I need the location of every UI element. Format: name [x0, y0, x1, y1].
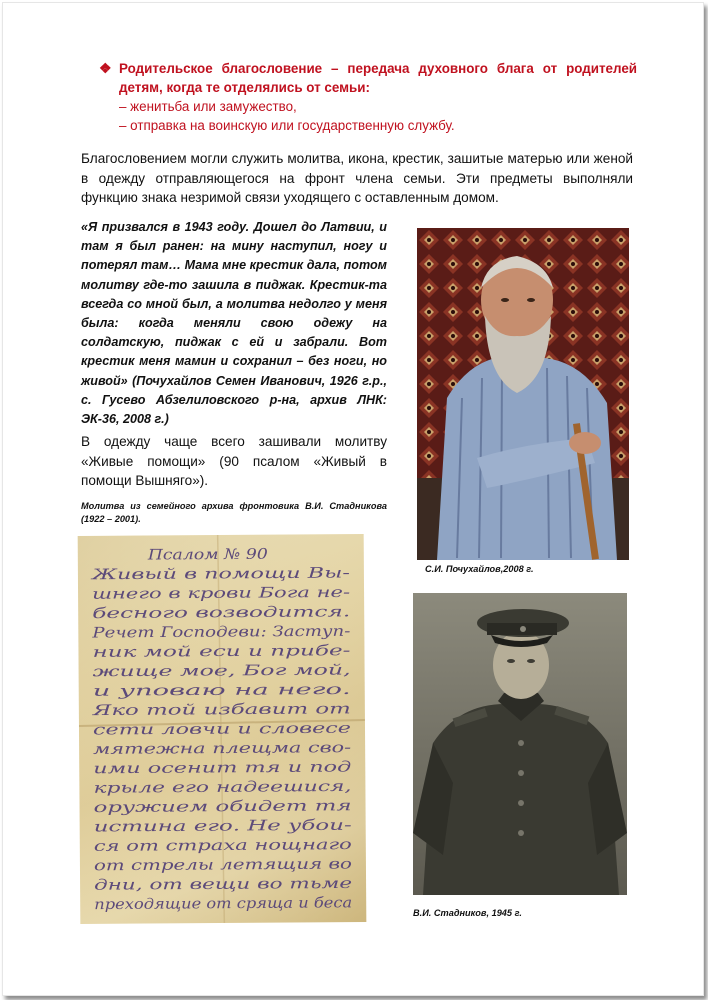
letter-line: ими осенит тя и под: [93, 760, 261, 778]
bullet-section: [99, 59, 637, 135]
letter-line: крыле его надеешися,: [93, 779, 265, 797]
letter-line: преходящие от сряща и беса: [94, 895, 325, 914]
veteran-quote: «Я призвался в 1943 году. Дошел до Латвии, и там я был ранен: на мину наступил, ногу и потерял там… Мама мне крестик дала, потом молитву где-то зашила в пиджак. Крестик-та всегда со мной был, а молитва недолго у меня была: когда меняли свою одежу на солдатскую, пиджак с ей и забрали. Вот крестик меня мамин и сохранил – без ноги, но живой» (Почухайлов Семен Иванович, 1926 г.р., с. Гусево Абзелиловского р-на, архив ЛНК: ЭК-36, 2008 г.): [81, 220, 387, 427]
prayer-paragraph: В одежду чаще всего зашивали молитву «Живые помощи» (90 псалом «Живый в помощи Вышняго»).: [81, 434, 387, 488]
stadnikov-photo: [413, 593, 627, 895]
letter-line: Яко той избавит от: [92, 701, 257, 720]
letter-line: шнего в крови Бога не-: [92, 585, 270, 603]
letter-line: сети ловчи и словесе: [92, 721, 261, 739]
prayer-paper-svg: [78, 534, 367, 924]
letter-line: мятежна плещма сво-: [93, 740, 274, 758]
bullet-item-service: – отправка на воинскую или государственную службу.: [119, 118, 455, 133]
letter-line: дни, от вещи во тьме: [94, 876, 269, 894]
letter-line: от стрелы летящия во: [93, 856, 283, 875]
bullet-item-marriage: – женитьба или замужество,: [119, 99, 297, 114]
handwritten-prayer-image: [78, 534, 367, 924]
letter-line: истина его. Не убои-: [93, 818, 258, 836]
letter-line: и уповаю на него.: [92, 682, 230, 700]
diamond-bullet-icon: ❖: [99, 60, 112, 76]
pochukhailov-caption: С.И. Почухайлов,2008 г.: [425, 564, 534, 574]
document-page: [2, 2, 704, 996]
bullet-heading-text: Родительское благословение – передача духовного блага от родителей детям, когда те отделялись от семьи:: [119, 61, 637, 95]
letter-line: Живый в помощи Вы-: [91, 566, 260, 584]
letter-line: Псалом № 90: [147, 546, 249, 564]
bullet-heading: [99, 59, 637, 97]
letter-line: жище мое, Бог мой,: [92, 663, 251, 681]
letter-caption: Молитва из семейного архива фронтовика В.И. Стадникова (1922 – 2001).: [81, 501, 387, 524]
letter-line: ся от страха нощнаго: [93, 837, 272, 855]
intro-paragraph: Благословением могли служить молитва, икона, крестик, зашитые матерью или женой в одежду отправляющегося на фронт члена семьи. Эти предметы выполняли функцию знака незримой связи уходящего с оставленным домом.: [81, 151, 633, 205]
stadnikov-caption: В.И. Стадников, 1945 г.: [413, 908, 522, 918]
letter-line: Речет Господеви: Заступ-: [92, 624, 299, 642]
letter-line: ник мой еси и прибе-: [92, 643, 255, 661]
letter-line: бесного возводится.: [92, 604, 254, 623]
pochukhailov-photo-svg: [417, 228, 629, 560]
stadnikov-photo-svg: [413, 593, 627, 895]
pochukhailov-photo: [417, 228, 629, 560]
letter-line: оружием обидет тя: [93, 798, 258, 817]
